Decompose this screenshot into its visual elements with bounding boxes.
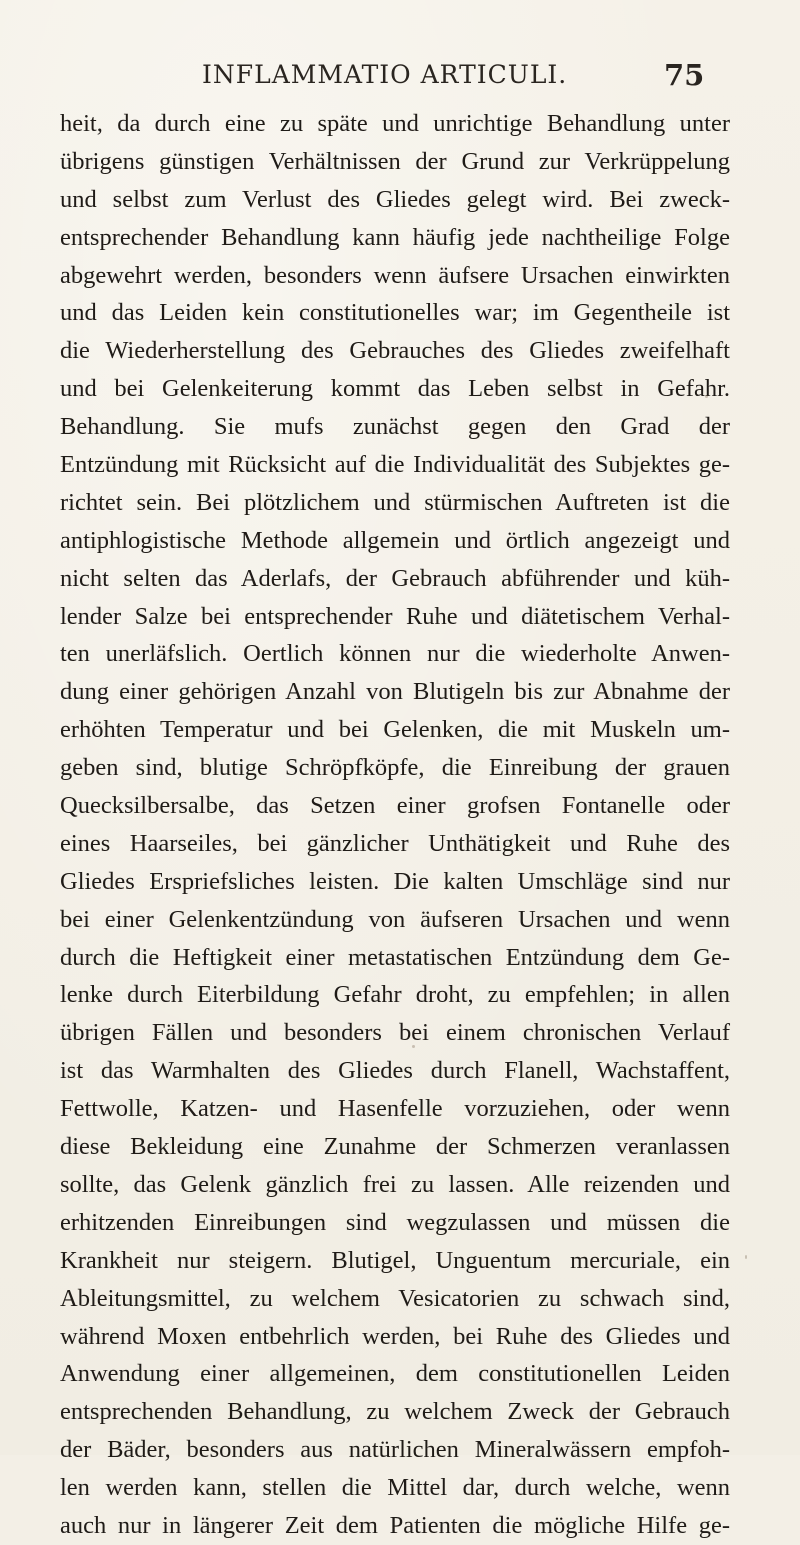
text-line: und bei Gelenkeiterung kommt das Leben selbst in Gefahr. (60, 375, 730, 403)
text-line: Entzündung mit Rücksicht auf die Individualität des Subjektes ge- (60, 451, 730, 479)
text-line: übrigens günstigen Verhältnissen der Grund zur Verkrüppelung (60, 147, 730, 175)
text-line: der Bäder, besonders aus natürlichen Mineralwässern empfoh- (60, 1436, 730, 1464)
text-line: lenke durch Eiterbildung Gefahr droht, zu empfehlen; in allen (60, 981, 730, 1009)
text-line: die Wiederherstellung des Gebrauches des Gliedes zweifelhaft (60, 337, 730, 365)
page-number: 75 (664, 58, 705, 92)
text-line: ist das Warmhalten des Gliedes durch Flanell, Wachstaffent, (60, 1057, 730, 1085)
text-line: Krankheit nur steigern. Blutigel, Unguentum mercuriale, ein (60, 1246, 730, 1274)
text-line: len werden kann, stellen die Mittel dar, durch welche, wenn (60, 1474, 730, 1502)
paper-speck (745, 1255, 747, 1259)
text-line: geben sind, blutige Schröpfköpfe, die Einreibung der grauen (60, 754, 730, 782)
text-line: antiphlogistische Methode allgemein und örtlich angezeigt und (60, 526, 730, 554)
text-line: sollte, das Gelenk gänzlich frei zu lassen. Alle reizenden und (60, 1170, 730, 1198)
text-line: Fettwolle, Katzen- und Hasenfelle vorzuziehen, oder wenn (60, 1095, 730, 1123)
text-line: eines Haarseiles, bei gänzlicher Unthätigkeit und Ruhe des (60, 829, 730, 857)
paper-speck (705, 395, 708, 398)
text-line: entsprechender Behandlung kann häufig jede nachtheilige Folge (60, 223, 730, 251)
text-line: ten unerläfslich. Oertlich können nur die wiederholte Anwen- (60, 640, 730, 668)
text-line: während Moxen entbehrlich werden, bei Ruhe des Gliedes und (60, 1322, 730, 1350)
text-line: dung einer gehörigen Anzahl von Blutigeln bis zur Abnahme der (60, 678, 730, 706)
text-line: Gliedes Erspriefsliches leisten. Die kalten Umschläge sind nur (60, 867, 730, 895)
text-line: durch die Heftigkeit einer metastatischen Entzündung dem Ge- (60, 943, 730, 971)
body-text (60, 105, 730, 1545)
paper-speck (412, 1045, 415, 1048)
running-title: INFLAMMATIO ARTICULI. (202, 60, 568, 89)
text-line: nicht selten das Aderlafs, der Gebrauch abführender und küh- (60, 564, 730, 592)
text-line: auch nur in längerer Zeit dem Patienten die mögliche Hilfe ge- (60, 1511, 730, 1539)
text-line: übrigen Fällen und besonders bei einem chronischen Verlauf (60, 1019, 730, 1047)
text-line: Anwendung einer allgemeinen, dem constitutionellen Leiden (60, 1360, 730, 1388)
text-line: richtet sein. Bei plötzlichem und stürmischen Auftreten ist die (60, 488, 730, 516)
text-line: heit, da durch eine zu späte und unrichtige Behandlung unter (60, 110, 730, 137)
text-line: und selbst zum Verlust des Gliedes gelegt wird. Bei zweck- (60, 185, 730, 213)
text-line: erhöhten Temperatur und bei Gelenken, die mit Muskeln um- (60, 716, 730, 744)
running-head (0, 60, 800, 96)
text-line: und das Leiden kein constitutionelles war; im Gegentheile ist (60, 299, 730, 327)
text-line: entsprechenden Behandlung, zu welchem Zweck der Gebrauch (60, 1398, 730, 1426)
text-line: erhitzenden Einreibungen sind wegzulassen und müssen die (60, 1208, 730, 1236)
text-line: abgewehrt werden, besonders wenn äufsere Ursachen einwirkten (60, 261, 730, 289)
text-line: diese Bekleidung eine Zunahme der Schmerzen veranlassen (60, 1133, 730, 1161)
text-line: lender Salze bei entsprechender Ruhe und diätetischem Verhal- (60, 602, 730, 630)
text-line: Quecksilbersalbe, das Setzen einer grofsen Fontanelle oder (60, 792, 730, 820)
text-line: Behandlung. Sie mufs zunächst gegen den Grad der (60, 413, 730, 441)
text-line: bei einer Gelenkentzündung von äufseren Ursachen und wenn (60, 905, 730, 933)
text-line: Ableitungsmittel, zu welchem Vesicatorien zu schwach sind, (60, 1284, 730, 1312)
